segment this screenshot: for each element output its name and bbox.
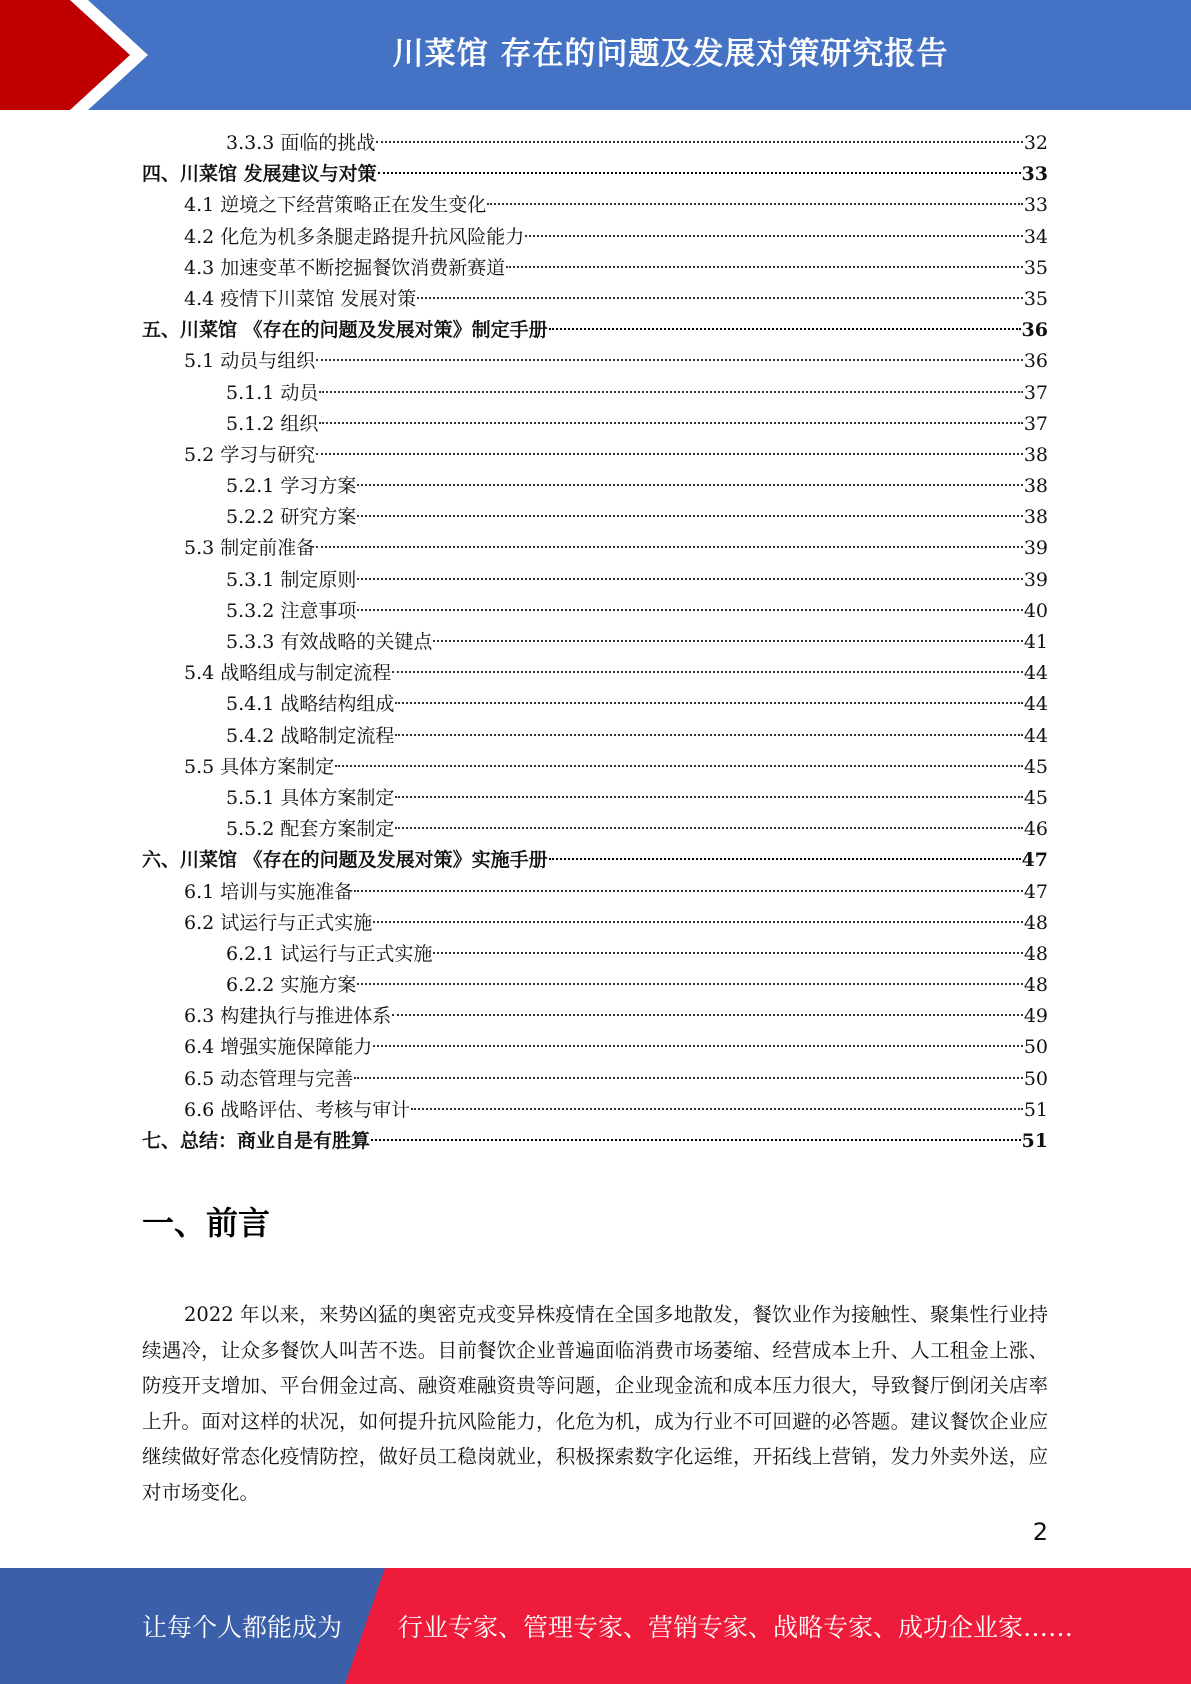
toc-leader-dots: [392, 1014, 1023, 1016]
toc-entry-page: 34: [1023, 225, 1048, 248]
toc-entry-page: 35: [1023, 256, 1048, 279]
toc-entry-label: 3.3.3 面临的挑战: [226, 132, 376, 154]
toc-leader-dots: [371, 1139, 1021, 1141]
toc-entry-label: 5.1.2 组织: [226, 412, 319, 435]
toc-entry-page: 48: [1023, 942, 1048, 965]
toc-entry-label: 5.3.1 制定原则: [226, 568, 357, 591]
toc-leader-dots: [357, 609, 1022, 611]
toc-entry-label: 6.5 动态管理与完善: [184, 1067, 354, 1090]
section-heading: 一、前言: [142, 1204, 271, 1242]
toc-entry-label: 5.2.1 学习方案: [226, 475, 357, 498]
toc-entry[interactable]: [142, 222, 1048, 253]
toc-leader-dots: [395, 702, 1022, 704]
toc-leader-dots: [433, 640, 1022, 642]
toc-entry-page: 48: [1023, 974, 1048, 997]
toc-entry-page: 46: [1023, 818, 1048, 841]
toc-entry-page: 37: [1023, 381, 1048, 404]
toc-leader-dots: [417, 297, 1023, 299]
toc-entry[interactable]: [142, 1126, 1048, 1157]
toc-entry-page: 38: [1023, 506, 1048, 529]
toc-entry-page: 38: [1023, 443, 1048, 466]
toc-entry[interactable]: [142, 627, 1048, 658]
toc-leader-dots: [316, 546, 1023, 548]
toc-entry-page: 33: [1021, 163, 1048, 186]
toc-entry-page: 41: [1023, 631, 1048, 653]
toc-leader-dots: [357, 515, 1022, 517]
toc-leader-dots: [319, 422, 1022, 424]
toc-entry[interactable]: [142, 502, 1048, 533]
toc-entry-page: 44: [1023, 693, 1048, 716]
toc-leader-dots: [395, 827, 1022, 829]
toc-entry-page: 33: [1023, 194, 1048, 217]
toc-entry-label: 5.4.1 战略结构组成: [226, 693, 395, 716]
toc-entry[interactable]: [142, 877, 1048, 908]
toc-entry-page: 51: [1021, 1130, 1048, 1152]
toc-leader-dots: [354, 1077, 1023, 1079]
toc-entry[interactable]: [142, 939, 1048, 970]
toc-leader-dots: [319, 391, 1022, 393]
toc-entry[interactable]: [142, 128, 1048, 159]
toc-entry-label: 6.2 试运行与正式实施: [184, 911, 373, 934]
body-paragraph: 2022 年以来，来势凶猛的奥密克戎变异株疫情在全国多地散发，餐饮业作为接触性、聚集性行业持续遇冷，让众多餐饮人叫苦不迭。目前餐饮企业普遍面临消费市场萎缩、经营成本上升、人工租金上涨、防疫开支增加、平台佣金过高、融资难融资贵等问题，企业现金流和成本压力很大，导致餐厅倒闭关店率上升。面对这样的状况，如何提升抗风险能力，化危为机，成为行业不可回避的必答题。建议餐饮企业应继续做好常态化疫情防控，做好员工稳岗就业，积极探索数字化运维，开拓线上营销，发力外卖外送，应对市场变化。: [142, 1303, 1048, 1504]
toc-entry-page: 44: [1023, 724, 1048, 747]
toc-entry[interactable]: [142, 752, 1048, 783]
header-title: 川菜馆 存在的问题及发展对策研究报告: [392, 35, 949, 72]
toc-leader-dots: [525, 235, 1023, 237]
toc-entry-page: 32: [1023, 132, 1048, 154]
toc-entry[interactable]: [142, 970, 1048, 1001]
page-header: [0, 0, 1191, 110]
toc-entry-label: 七、总结：商业自是有胜算: [142, 1130, 371, 1152]
toc-entry-label: 5.3.3 有效战略的关键点: [226, 631, 433, 653]
toc-leader-dots: [316, 359, 1023, 361]
toc-entry-label: 5.3.2 注意事项: [226, 599, 357, 622]
toc-entry-label: 四、川菜馆 发展建议与对策: [142, 163, 377, 186]
toc-leader-dots: [357, 983, 1022, 985]
toc-leader-dots: [357, 484, 1022, 486]
toc-entry-page: 50: [1023, 1036, 1048, 1059]
toc-entry[interactable]: [142, 315, 1048, 346]
toc-entry-page: 39: [1023, 568, 1048, 591]
toc-leader-dots: [433, 952, 1022, 954]
toc-leader-dots: [487, 203, 1023, 205]
toc-entry[interactable]: [142, 159, 1048, 190]
toc-entry-page: 36: [1021, 319, 1048, 342]
header-red-arrow-shape: [0, 0, 150, 110]
toc-entry[interactable]: [142, 908, 1048, 939]
toc-entry-page: 50: [1023, 1067, 1048, 1090]
toc-entry[interactable]: [142, 346, 1048, 377]
toc-entry-label: 5.5.2 配套方案制定: [226, 818, 395, 841]
footer-slogan-left: 让每个人都能成为: [142, 1613, 343, 1642]
toc-entry-page: 49: [1023, 1005, 1048, 1028]
toc-leader-dots: [549, 858, 1021, 860]
toc-entry-label: 5.1 动员与组织: [184, 350, 316, 373]
toc-entry-page: 45: [1023, 755, 1048, 778]
toc-leader-dots: [378, 172, 1021, 174]
toc-leader-dots: [354, 890, 1023, 892]
page-number: 2: [1032, 1518, 1048, 1546]
toc-entry-page: 36: [1023, 350, 1048, 373]
toc-leader-dots: [316, 453, 1023, 455]
toc-entry-label: 五、川菜馆 《存在的问题及发展对策》制定手册: [142, 319, 548, 342]
page-footer: [0, 1568, 1191, 1684]
toc-entry[interactable]: [142, 1001, 1048, 1032]
toc-entry-label: 4.1 逆境之下经营策略正在发生变化: [184, 194, 487, 217]
toc-entry-label: 5.4.2 战略制定流程: [226, 724, 395, 747]
footer-slogan-right: 行业专家、管理专家、营销专家、战略专家、成功企业家……: [398, 1613, 1074, 1642]
toc-entry[interactable]: [142, 471, 1048, 502]
toc-entry-label: 5.3 制定前准备: [184, 537, 316, 560]
toc-entry-page: 38: [1023, 475, 1048, 498]
toc-entry-page: 51: [1023, 1098, 1048, 1121]
toc-entry-label: 5.2 学习与研究: [184, 443, 316, 466]
toc-entry[interactable]: [142, 596, 1048, 627]
toc-entry[interactable]: [142, 783, 1048, 814]
table-of-contents: [142, 128, 1048, 1157]
toc-leader-dots: [506, 266, 1023, 268]
toc-entry-page: 40: [1023, 599, 1048, 622]
toc-entry-label: 4.4 疫情下川菜馆 发展对策: [184, 287, 417, 310]
toc-entry-label: 6.2.2 实施方案: [226, 974, 357, 997]
toc-leader-dots: [357, 578, 1022, 580]
toc-entry[interactable]: [142, 689, 1048, 720]
toc-entry[interactable]: [142, 1064, 1048, 1095]
toc-entry[interactable]: [142, 1032, 1048, 1063]
toc-leader-dots: [392, 671, 1023, 673]
toc-entry-label: 六、川菜馆 《存在的问题及发展对策》实施手册: [142, 849, 548, 872]
toc-entry[interactable]: [142, 409, 1048, 440]
toc-entry[interactable]: [142, 533, 1048, 564]
toc-leader-dots: [395, 796, 1022, 798]
toc-entry-label: 6.6 战略评估、考核与审计: [184, 1098, 411, 1121]
toc-entry-page: 48: [1023, 911, 1048, 934]
toc-entry-label: 6.2.1 试运行与正式实施: [226, 942, 433, 965]
toc-entry[interactable]: [142, 190, 1048, 221]
toc-entry[interactable]: [142, 721, 1048, 752]
toc-entry-label: 5.5 具体方案制定: [184, 755, 335, 778]
toc-entry-page: 44: [1023, 662, 1048, 685]
toc-entry-page: 37: [1023, 412, 1048, 435]
toc-entry[interactable]: [142, 814, 1048, 845]
toc-leader-dots: [335, 765, 1023, 767]
toc-leader-dots: [549, 328, 1021, 330]
toc-entry-label: 4.2 化危为机多条腿走路提升抗风险能力: [184, 225, 525, 248]
toc-leader-dots: [395, 734, 1022, 736]
toc-leader-dots: [411, 1108, 1023, 1110]
toc-entry[interactable]: [142, 845, 1048, 876]
toc-entry[interactable]: [142, 253, 1048, 284]
toc-leader-dots: [373, 921, 1023, 923]
toc-entry-label: 4.3 加速变革不断挖掘餐饮消费新赛道: [184, 256, 506, 279]
toc-entry-label: 5.2.2 研究方案: [226, 506, 357, 529]
toc-entry-page: 39: [1023, 537, 1048, 560]
toc-entry[interactable]: [142, 658, 1048, 689]
toc-entry[interactable]: [142, 440, 1048, 471]
toc-entry[interactable]: [142, 378, 1048, 409]
toc-entry[interactable]: [142, 565, 1048, 596]
toc-entry-page: 35: [1023, 287, 1048, 310]
toc-entry-page: 47: [1021, 849, 1048, 872]
toc-entry[interactable]: [142, 1095, 1048, 1126]
toc-entry-label: 5.4 战略组成与制定流程: [184, 662, 392, 685]
toc-leader-dots: [376, 141, 1022, 143]
toc-entry[interactable]: [142, 284, 1048, 315]
toc-entry-label: 6.4 增强实施保障能力: [184, 1036, 373, 1059]
toc-entry-label: 6.1 培训与实施准备: [184, 880, 354, 903]
toc-entry-label: 5.1.1 动员: [226, 381, 319, 404]
toc-leader-dots: [373, 1045, 1023, 1047]
toc-entry-label: 5.5.1 具体方案制定: [226, 786, 395, 809]
toc-entry-page: 47: [1023, 880, 1048, 903]
toc-entry-label: 6.3 构建执行与推进体系: [184, 1005, 392, 1028]
toc-entry-page: 45: [1023, 786, 1048, 809]
